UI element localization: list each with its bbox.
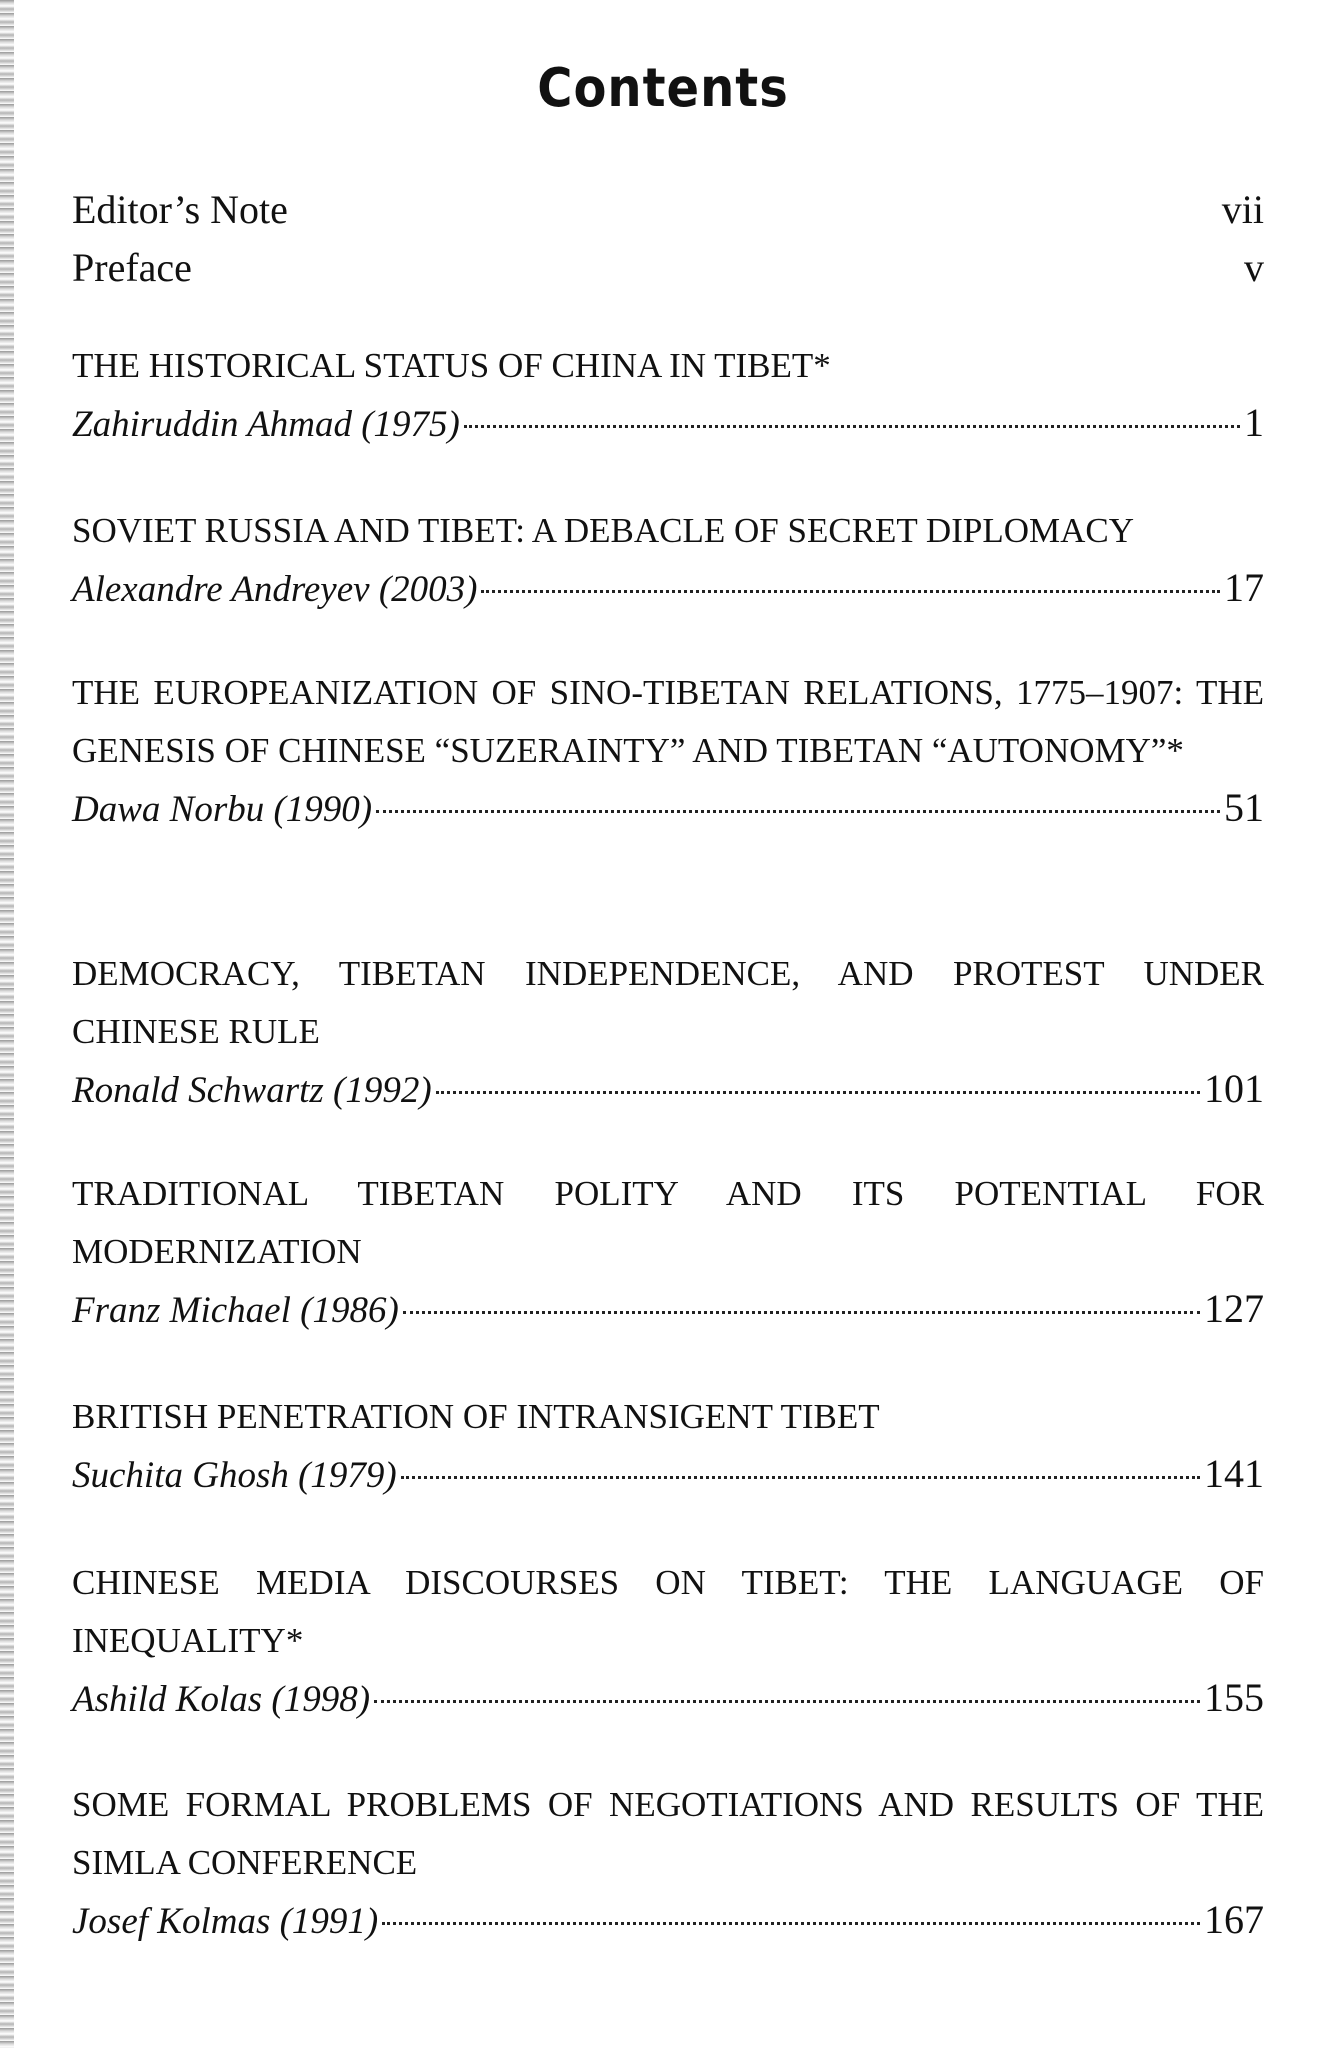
entry-title: DEMOCRACY, TIBETAN INDEPENDENCE, AND PROTEST UNDER CHINESE RULE [72, 954, 1264, 1051]
entry-author: Franz Michael (1986) [72, 1290, 399, 1331]
dot-leader [403, 1311, 1200, 1314]
entry-page-number: 155 [1204, 1675, 1264, 1720]
entry-page-number: 1 [1244, 400, 1264, 445]
toc-entry [72, 1388, 1264, 1504]
entry-author: Alexandre Andreyev (2003) [72, 569, 478, 610]
toc-entry [72, 1776, 1264, 1950]
toc-entry [72, 337, 1264, 453]
entry-title: THE HISTORICAL STATUS OF CHINA IN TIBET* [72, 346, 831, 385]
toc-entry [72, 664, 1264, 838]
entry-page-number: 17 [1224, 565, 1264, 610]
entry-title: BRITISH PENETRATION OF INTRANSIGENT TIBET [72, 1397, 880, 1436]
entry-title: THE EUROPEANIZATION OF SINO-TIBETAN RELATIONS, 1775–1907: THE GENESIS OF CHINESE “SUZERAINTY” AND TIBETAN “AUTONOMY”* [72, 673, 1264, 770]
entry-title: TRADITIONAL TIBETAN POLITY AND ITS POTENTIAL FOR MODERNIZATION [72, 1174, 1264, 1271]
scanned-page-edge [0, 0, 14, 2048]
entry-author-line [72, 1061, 1264, 1119]
front-matter-page: v [1244, 245, 1264, 290]
front-matter-editors-note [72, 186, 1264, 233]
dot-leader [464, 425, 1240, 428]
entry-page-number: 127 [1204, 1286, 1264, 1331]
entry-author-line [72, 1892, 1264, 1950]
entry-author: Ashild Kolas (1998) [72, 1679, 371, 1720]
entry-author-line [72, 1281, 1264, 1339]
entry-author-line [72, 1446, 1264, 1504]
entry-page-number: 101 [1204, 1066, 1264, 1111]
page-title: Contents [537, 56, 789, 120]
entry-page-number: 51 [1224, 785, 1264, 830]
front-matter-label: Editor’s Note [72, 187, 288, 232]
entry-title: CHINESE MEDIA DISCOURSES ON TIBET: THE LANGUAGE OF INEQUALITY* [72, 1563, 1264, 1660]
entry-author: Josef Kolmas (1991) [72, 1901, 379, 1942]
entry-author-line [72, 780, 1264, 838]
entry-author: Ronald Schwartz (1992) [72, 1070, 432, 1111]
entry-author-line [72, 560, 1264, 618]
entry-author-line [72, 1670, 1264, 1728]
entry-author: Dawa Norbu (1990) [72, 789, 373, 830]
entry-title: SOVIET RUSSIA AND TIBET: A DEBACLE OF SECRET DIPLOMACY [72, 511, 1134, 550]
toc-entry [72, 945, 1264, 1119]
dot-leader [374, 1700, 1200, 1703]
front-matter-preface [72, 244, 1264, 291]
dot-leader [481, 590, 1220, 593]
dot-leader [382, 1922, 1200, 1925]
entry-author-line [72, 395, 1264, 453]
front-matter-page: vii [1221, 187, 1264, 232]
front-matter-label: Preface [72, 245, 192, 290]
dot-leader [376, 810, 1220, 813]
dot-leader [401, 1476, 1200, 1479]
entry-author: Suchita Ghosh (1979) [72, 1455, 397, 1496]
toc-entry [72, 1554, 1264, 1728]
entry-author: Zahiruddin Ahmad (1975) [72, 404, 460, 445]
entry-page-number: 141 [1204, 1451, 1264, 1496]
dot-leader [436, 1091, 1200, 1094]
toc-entry [72, 1165, 1264, 1339]
entry-title: SOME FORMAL PROBLEMS OF NEGOTIATIONS AND RESULTS OF THE SIMLA CONFERENCE [72, 1785, 1264, 1882]
toc-entry [72, 502, 1264, 618]
entry-page-number: 167 [1204, 1897, 1264, 1942]
